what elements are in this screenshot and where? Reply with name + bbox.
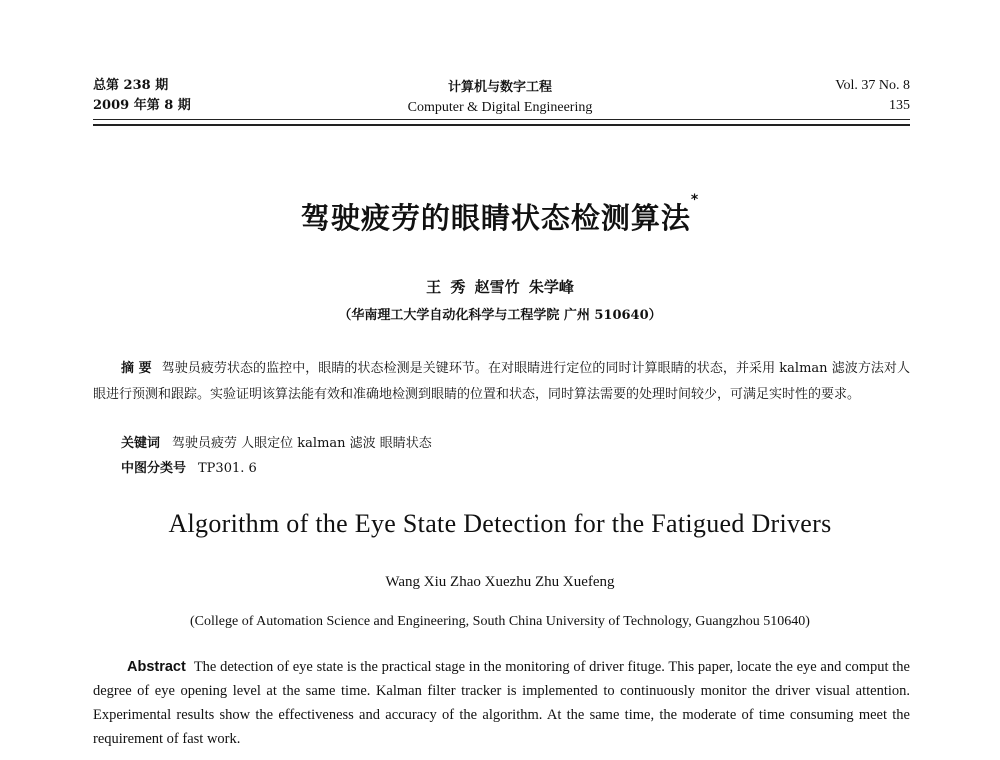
authors-cn: 王 秀 赵雪竹 朱学峰 (426, 278, 574, 296)
affiliation-cn: （华南理工大学自动化科学与工程学院 广州 510640） (338, 308, 662, 323)
journal-name-en: Computer & Digital Engineering (407, 100, 593, 115)
classification (121, 459, 257, 479)
paper-title-cn-text: 驾驶疲劳的眼睛状态检测算法 (300, 201, 691, 235)
paper-title-en: Algorithm of the Eye State Detection for the Fatigued Drivers (168, 509, 832, 538)
paper-title-cn (0, 192, 1000, 237)
issue-total: 总第 238 期 (93, 78, 169, 93)
authors-en: Wang Xiu Zhao Xuezhu Zhu Xuefeng (385, 574, 615, 590)
abstract-cn-text: 驾驶员疲劳状态的监控中，眼睛的状态检测是关键环节。在对眼睛进行定位的同时计算眼睛的状态，并采用 kalman 滤波方法对人眼进行预测和跟踪。实验证明该算法能有效和准确地检测到眼睛的位置和状态，同时算法需要的处理时间较少，可满足实时性的要求。 (93, 361, 910, 402)
header-left (93, 76, 191, 116)
header-center (300, 78, 700, 118)
abstract-cn (93, 356, 910, 408)
volume-number: Vol. 37 No. 8 (835, 78, 910, 93)
keywords-label: 关键词 (121, 436, 161, 451)
affiliation-en: (College of Automation Science and Engineering, South China University of Technology, Guangzhou 510640) (190, 614, 810, 629)
header-rule-thick (93, 124, 910, 126)
abstract-en-text: The detection of eye state is the practical stage in the monitoring of driver fituge. This paper, locate the eye and comput the degree of eye opening level at the same time. Kalman filter tracker is implemented to continuously monitor the driver visual attention. Experimental results show the effectiveness and accuracy of the algorithm. At the same time, the moderate of time consuming meet the requirement of fast work. (93, 659, 910, 747)
title-footnote-marker: * (690, 192, 700, 208)
keywords-text: 驾驶员疲劳 人眼定位 kalman 滤波 眼睛状态 (172, 436, 432, 451)
abstract-cn-label: 摘 要 (121, 361, 152, 376)
keywords-cn (121, 434, 432, 454)
header-right (835, 76, 910, 116)
issue-year: 2009 年第 8 期 (93, 98, 191, 113)
header-rule-thin (93, 119, 910, 120)
page-number: 135 (889, 98, 910, 113)
classification-code: TP301. 6 (198, 461, 257, 476)
abstract-en (93, 655, 910, 751)
abstract-en-label: Abstract (127, 659, 186, 675)
journal-name-cn: 计算机与数字工程 (447, 80, 552, 95)
classification-label: 中图分类号 (121, 461, 187, 476)
